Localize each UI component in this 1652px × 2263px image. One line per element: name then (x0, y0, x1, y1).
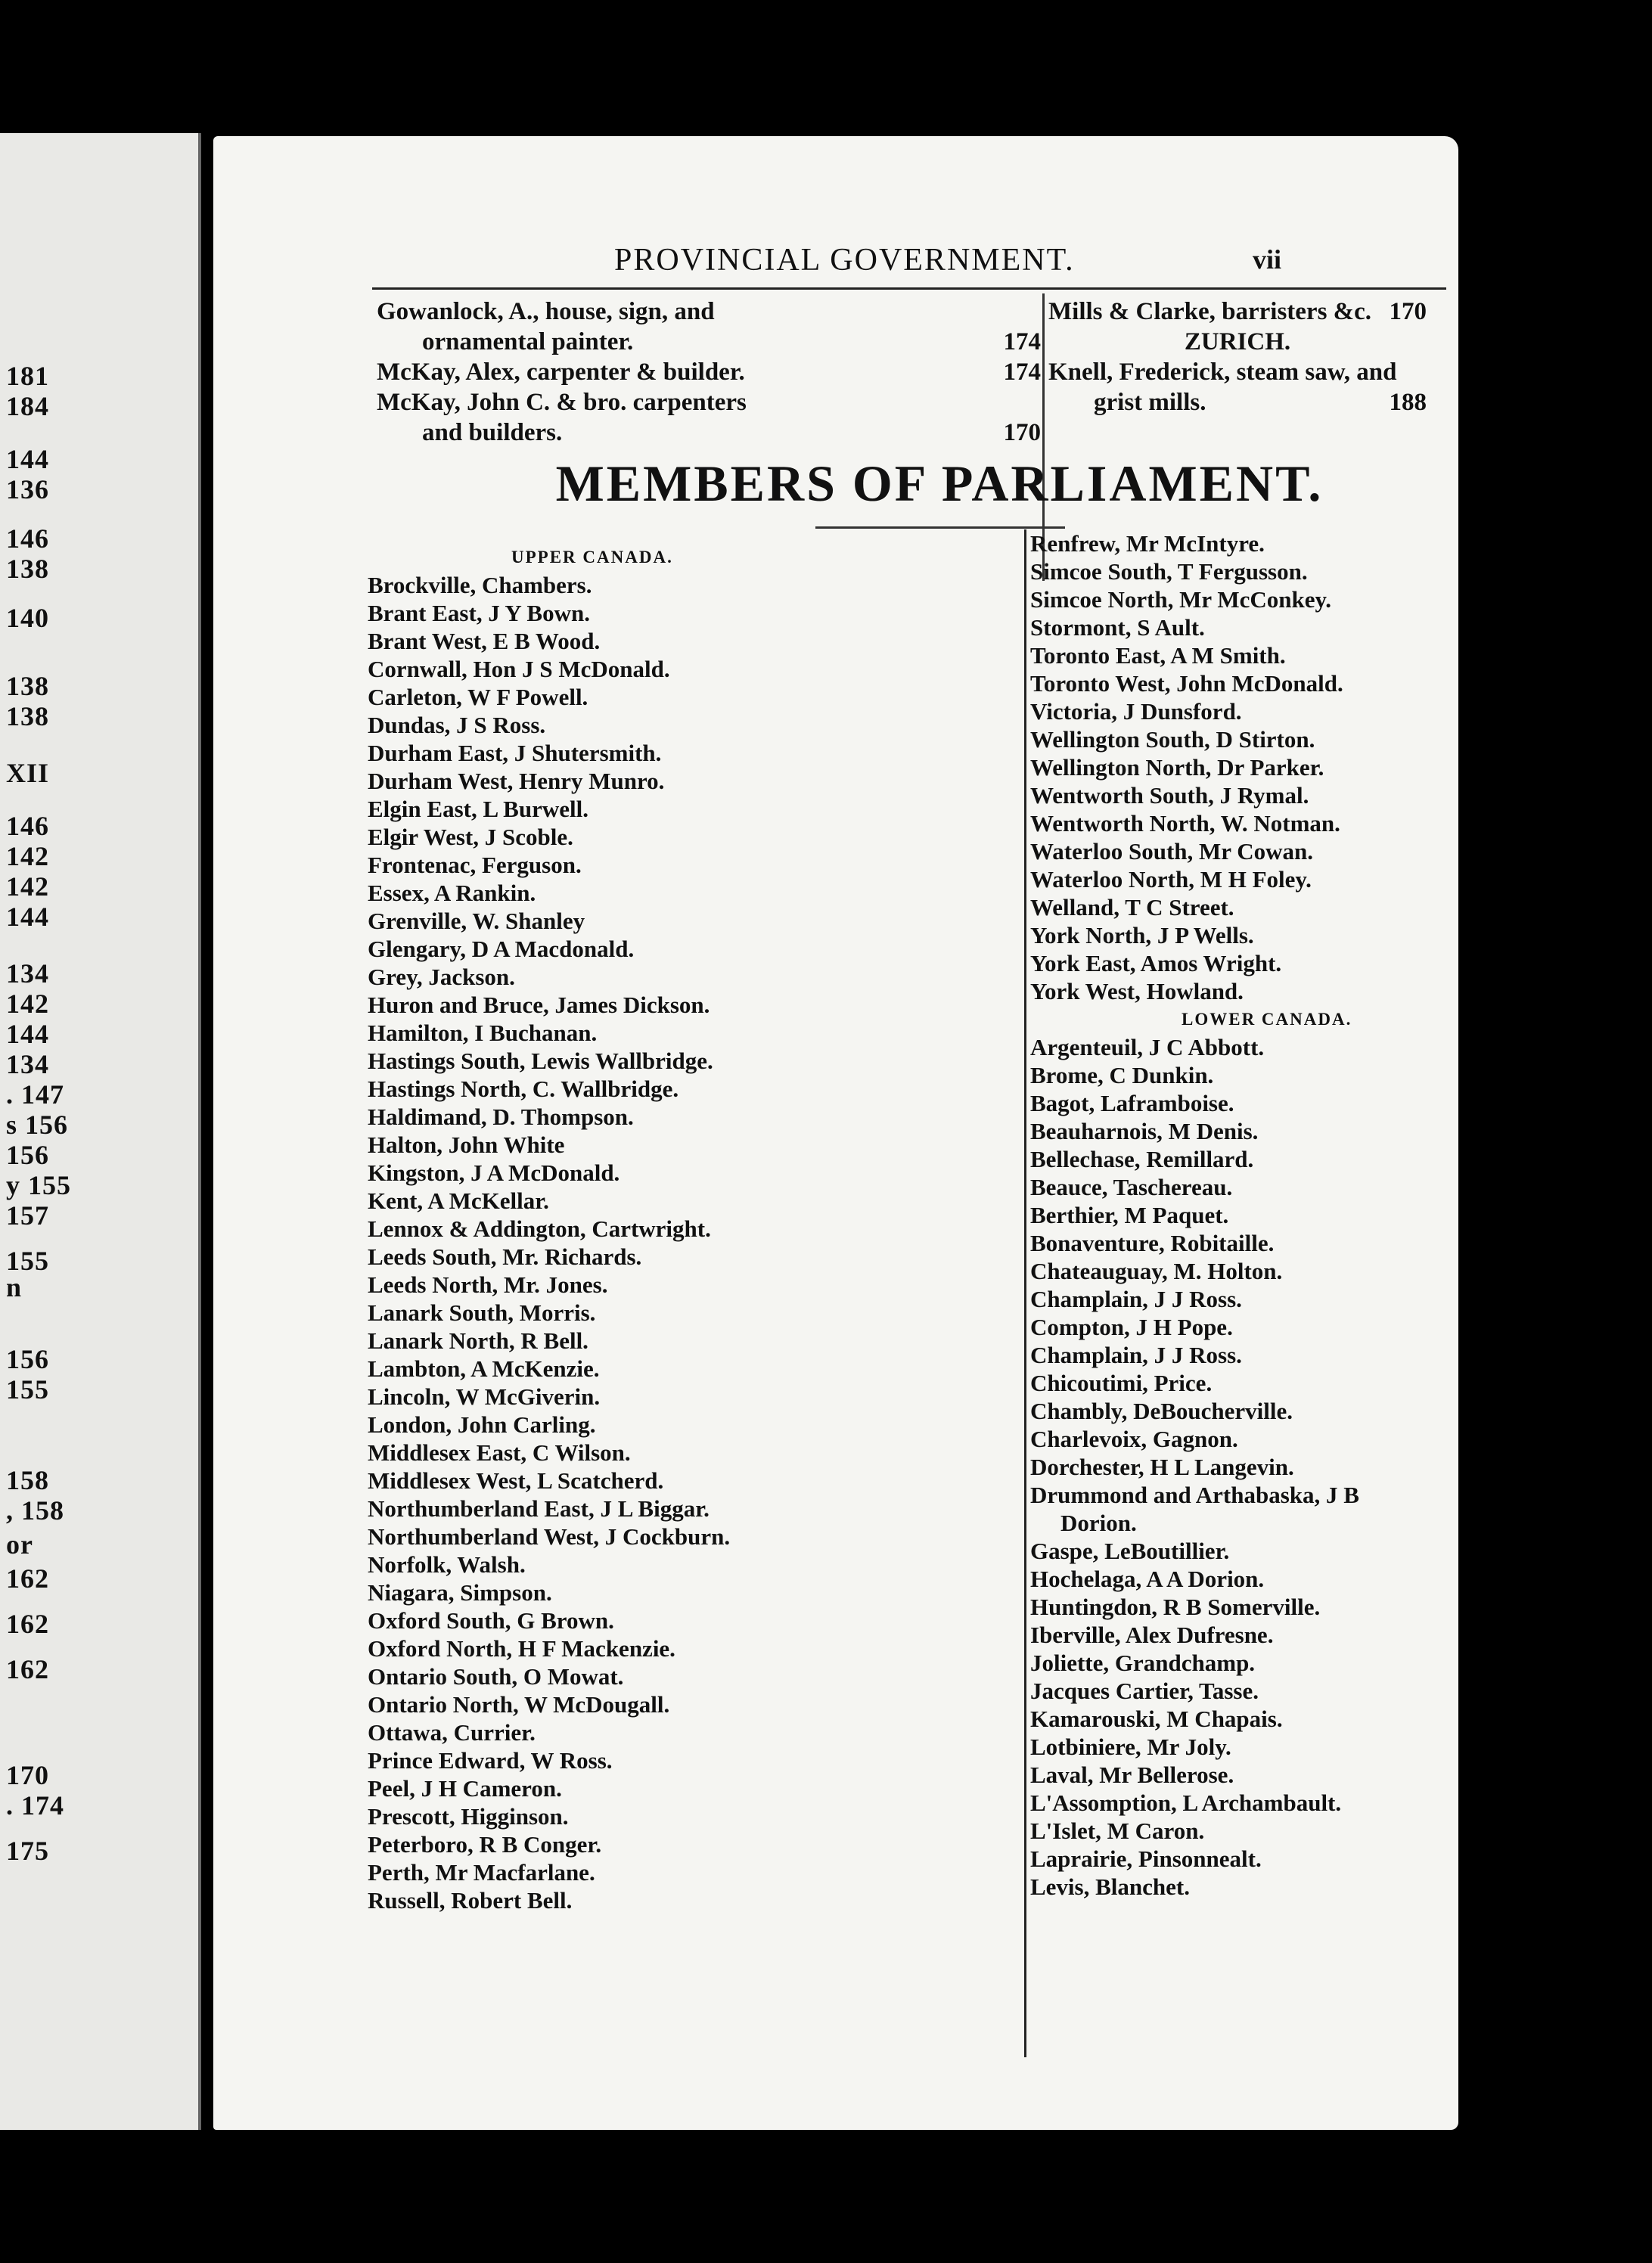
directory-right-column (1048, 296, 1427, 418)
member-entry: Welland, T C Street. (1030, 894, 1234, 920)
right-member-column (1030, 529, 1454, 1901)
left-page-number: 134 (6, 958, 49, 989)
member-entry: Elgin East, L Burwell. (368, 796, 588, 822)
member-entry: Halton, John White (368, 1132, 565, 1158)
member-entry: Berthier, M Paquet. (1030, 1202, 1229, 1228)
column-divider (1024, 529, 1026, 2057)
directory-left-column (377, 296, 1041, 448)
directory-entry (377, 387, 1041, 418)
member-entry: Kingston, J A McDonald. (368, 1159, 620, 1186)
left-page-number: 155 (6, 1246, 49, 1276)
left-facing-page (0, 133, 201, 2130)
left-page-number: 144 (6, 902, 49, 932)
left-page-number: 146 (6, 811, 49, 841)
left-page-number: 184 (6, 391, 49, 421)
member-entry: Lennox & Addington, Cartwright. (368, 1215, 711, 1242)
member-entry: Chambly, DeBoucherville. (1030, 1398, 1293, 1424)
left-page-number: 142 (6, 841, 49, 871)
left-page-number: 181 (6, 361, 49, 391)
upper-canada-heading: UPPER CANADA. (511, 548, 673, 567)
member-entry: L'Assomption, L Archambault. (1030, 1790, 1342, 1816)
section-title: MEMBERS OF PARLIAMENT. (555, 455, 1324, 512)
directory-entry (1048, 296, 1427, 327)
member-entry: Kent, A McKellar. (368, 1187, 549, 1214)
lower-canada-heading: LOWER CANADA. (1182, 1010, 1352, 1029)
left-page-number: 144 (6, 444, 49, 474)
left-page-number: 144 (6, 1019, 49, 1049)
left-page-number: 136 (6, 474, 49, 504)
member-entry: Beauce, Taschereau. (1030, 1174, 1233, 1200)
member-entry: Elgir West, J Scoble. (368, 824, 573, 850)
directory-entry-text: McKay, John C. & bro. carpenters (377, 389, 747, 416)
directory-entry (1048, 357, 1427, 387)
lower-canada-list (1030, 1033, 1454, 1901)
member-entry: Champlain, J J Ross. (1030, 1342, 1242, 1368)
left-page-number: . 174 (6, 1790, 64, 1821)
member-entry: Joliette, Grandchamp. (1030, 1650, 1256, 1676)
member-entry: Gaspe, LeBoutillier. (1030, 1538, 1230, 1564)
member-entry: Chateauguay, M. Holton. (1030, 1258, 1283, 1284)
member-entry: Chicoutimi, Price. (1030, 1370, 1213, 1396)
directory-entry (377, 357, 1041, 387)
directory-entry-text: McKay, Alex, carpenter & builder. (377, 359, 745, 386)
member-entry: Argenteuil, J C Abbott. (1030, 1034, 1265, 1060)
member-entry: Perth, Mr Macfarlane. (368, 1859, 595, 1886)
left-page-number: 170 (6, 1760, 49, 1790)
member-entry: Northumberland East, J L Biggar. (368, 1495, 710, 1522)
member-entry: Lotbiniere, Mr Joly. (1030, 1734, 1231, 1760)
directory-entry (377, 418, 1041, 448)
upper-canada-continued-list (1030, 529, 1454, 1005)
member-entry: Bonaventure, Robitaille. (1030, 1230, 1275, 1256)
directory-entry-text: grist mills. (1094, 389, 1206, 416)
left-page-number: , 158 (6, 1495, 64, 1526)
left-page-number: or (6, 1529, 33, 1560)
member-entry: Lanark South, Morris. (368, 1299, 596, 1326)
member-entry: Waterloo North, M H Foley. (1030, 866, 1312, 892)
member-entry: Laval, Mr Bellerose. (1030, 1762, 1234, 1788)
member-entry: Essex, A Rankin. (368, 880, 536, 906)
left-page-number: 156 (6, 1140, 49, 1170)
member-entry: Leeds South, Mr. Richards. (368, 1243, 642, 1270)
directory-page-ref: 170 (1003, 419, 1041, 446)
member-entry: Toronto East, A M Smith. (1030, 642, 1286, 669)
member-entry: Renfrew, Mr McIntyre. (1030, 530, 1265, 557)
left-page-number: y 155 (6, 1170, 71, 1200)
member-entry: Brant West, E B Wood. (368, 628, 601, 654)
member-entry: Haldimand, D. Thompson. (368, 1104, 634, 1130)
member-entry: Waterloo South, Mr Cowan. (1030, 838, 1314, 865)
member-entry: Prince Edward, W Ross. (368, 1747, 613, 1774)
directory-entry-text: Mills & Clarke, barristers &c. (1048, 298, 1372, 325)
left-page-number: 138 (6, 701, 49, 731)
upper-canada-list (368, 571, 1011, 1914)
left-page-number: n (6, 1272, 23, 1302)
left-page-number: 138 (6, 554, 49, 584)
directory-entry-text: Gowanlock, A., house, sign, and (377, 298, 715, 325)
member-entry: Middlesex East, C Wilson. (368, 1439, 631, 1466)
member-entry: Iberville, Alex Dufresne. (1030, 1622, 1274, 1648)
member-entry: Carleton, W F Powell. (368, 684, 588, 710)
upper-canada-column (368, 543, 1011, 1914)
member-entry: Simcoe North, Mr McConkey. (1030, 586, 1332, 613)
member-entry: Lambton, A McKenzie. (368, 1355, 600, 1382)
member-entry: Wentworth South, J Rymal. (1030, 782, 1309, 809)
directory-entry (1048, 387, 1427, 418)
left-page-number: 158 (6, 1465, 49, 1495)
member-entry: Dorchester, H L Langevin. (1030, 1454, 1294, 1480)
member-entry: Oxford North, H F Mackenzie. (368, 1635, 675, 1662)
member-entry: London, John Carling. (368, 1411, 596, 1438)
member-entry: Leeds North, Mr. Jones. (368, 1271, 608, 1298)
member-entry: Northumberland West, J Cockburn. (368, 1523, 731, 1550)
member-entry: Dundas, J S Ross. (368, 712, 546, 738)
directory-entry-text: and builders. (422, 419, 563, 446)
member-entry: Hochelaga, A A Dorion. (1030, 1566, 1265, 1592)
member-entry: Peterboro, R B Conger. (368, 1831, 602, 1858)
left-page-number: 162 (6, 1654, 49, 1684)
member-entry: Frontenac, Ferguson. (368, 852, 582, 878)
member-entry: Toronto West, John McDonald. (1030, 670, 1343, 697)
member-entry: Charlevoix, Gagnon. (1030, 1426, 1238, 1452)
member-entry: Cornwall, Hon J S McDonald. (368, 656, 670, 682)
left-page-number: 162 (6, 1609, 49, 1639)
member-entry: Compton, J H Pope. (1030, 1314, 1233, 1340)
member-entry: Russell, Robert Bell. (368, 1887, 573, 1914)
member-entry: Ontario North, W McDougall. (368, 1691, 670, 1718)
member-entry: Kamarouski, M Chapais. (1030, 1706, 1283, 1732)
left-page-number: 175 (6, 1836, 49, 1866)
directory-entry (377, 296, 1041, 327)
member-entry: Peel, J H Cameron. (368, 1775, 562, 1802)
member-entry: Huntingdon, R B Somerville. (1030, 1594, 1321, 1620)
member-entry: Hamilton, I Buchanan. (368, 1020, 598, 1046)
member-entry: Dorion. (1060, 1510, 1137, 1536)
left-page-number: XII (6, 758, 50, 788)
member-entry: Ottawa, Currier. (368, 1719, 536, 1746)
member-entry: Bagot, Laframboise. (1030, 1090, 1234, 1116)
member-entry: Brant East, J Y Bown. (368, 600, 590, 626)
member-entry: Drummond and Arthabaska, J B (1030, 1482, 1359, 1508)
directory-entry-text: ZURICH. (1184, 328, 1291, 355)
left-page-number: 155 (6, 1374, 49, 1405)
document-page (213, 136, 1458, 2130)
directory-page-ref: 170 (1389, 298, 1427, 325)
left-page-number: 134 (6, 1049, 49, 1079)
header-rule (372, 287, 1446, 290)
member-entry: Niagara, Simpson. (368, 1579, 552, 1606)
member-entry: Simcoe South, T Fergusson. (1030, 558, 1308, 585)
member-entry: Grenville, W. Shanley (368, 908, 585, 934)
left-page-number: 140 (6, 603, 49, 633)
left-page-number: s 156 (6, 1110, 69, 1140)
member-entry: Wellington North, Dr Parker. (1030, 754, 1324, 781)
running-head: PROVINCIAL GOVERNMENT. (614, 243, 1075, 278)
member-entry: Champlain, J J Ross. (1030, 1286, 1242, 1312)
member-entry: Durham West, Henry Munro. (368, 768, 665, 794)
member-entry: Victoria, J Dunsford. (1030, 698, 1242, 725)
member-entry: Lincoln, W McGiverin. (368, 1383, 601, 1410)
member-entry: Brome, C Dunkin. (1030, 1062, 1214, 1088)
member-entry: Hastings North, C. Wallbridge. (368, 1076, 679, 1102)
member-entry: Bellechase, Remillard. (1030, 1146, 1254, 1172)
member-entry: Durham East, J Shutersmith. (368, 740, 662, 766)
member-entry: Prescott, Higginson. (368, 1803, 569, 1830)
member-entry: Levis, Blanchet. (1030, 1873, 1190, 1900)
left-page-number: 138 (6, 671, 49, 701)
directory-page-ref: 174 (1003, 328, 1041, 355)
left-page-number: 146 (6, 523, 49, 554)
left-page-number: 142 (6, 989, 49, 1019)
member-entry: Wentworth North, W. Notman. (1030, 810, 1340, 837)
left-page-number: . 147 (6, 1079, 64, 1110)
member-entry: Glengary, D A Macdonald. (368, 936, 635, 962)
member-entry: York West, Howland. (1030, 978, 1244, 1004)
member-entry: Hastings South, Lewis Wallbridge. (368, 1048, 713, 1074)
member-entry: Wellington South, D Stirton. (1030, 726, 1315, 753)
directory-entry-text: ornamental painter. (422, 328, 634, 355)
member-entry: York North, J P Wells. (1030, 922, 1254, 948)
left-page-number: 157 (6, 1200, 49, 1231)
member-entry: Ontario South, O Mowat. (368, 1663, 624, 1690)
directory-entry-text: Knell, Frederick, steam saw, and (1048, 359, 1397, 386)
directory-page-ref: 174 (1003, 359, 1041, 386)
title-rule (815, 526, 1065, 529)
page-number: vii (1253, 244, 1282, 275)
member-entry: Laprairie, Pinsonnealt. (1030, 1845, 1262, 1872)
member-entry: York East, Amos Wright. (1030, 950, 1282, 976)
member-entry: Oxford South, G Brown. (368, 1607, 614, 1634)
member-entry: Stormont, S Ault. (1030, 614, 1205, 641)
directory-page-ref: 188 (1389, 389, 1427, 416)
member-entry: Norfolk, Walsh. (368, 1551, 526, 1578)
member-entry: Brockville, Chambers. (368, 572, 592, 598)
member-entry: Jacques Cartier, Tasse. (1030, 1678, 1259, 1704)
member-entry: Middlesex West, L Scatcherd. (368, 1467, 664, 1494)
member-entry: Beauharnois, M Denis. (1030, 1118, 1259, 1144)
member-entry: Grey, Jackson. (368, 964, 515, 990)
left-page-number: 156 (6, 1344, 49, 1374)
member-entry: Lanark North, R Bell. (368, 1327, 588, 1354)
member-entry: Huron and Bruce, James Dickson. (368, 992, 710, 1018)
directory-place-heading (1048, 327, 1427, 357)
member-entry: L'Islet, M Caron. (1030, 1818, 1205, 1844)
directory-entry (377, 327, 1041, 357)
left-page-number: 142 (6, 871, 49, 902)
left-page-number: 162 (6, 1563, 49, 1594)
